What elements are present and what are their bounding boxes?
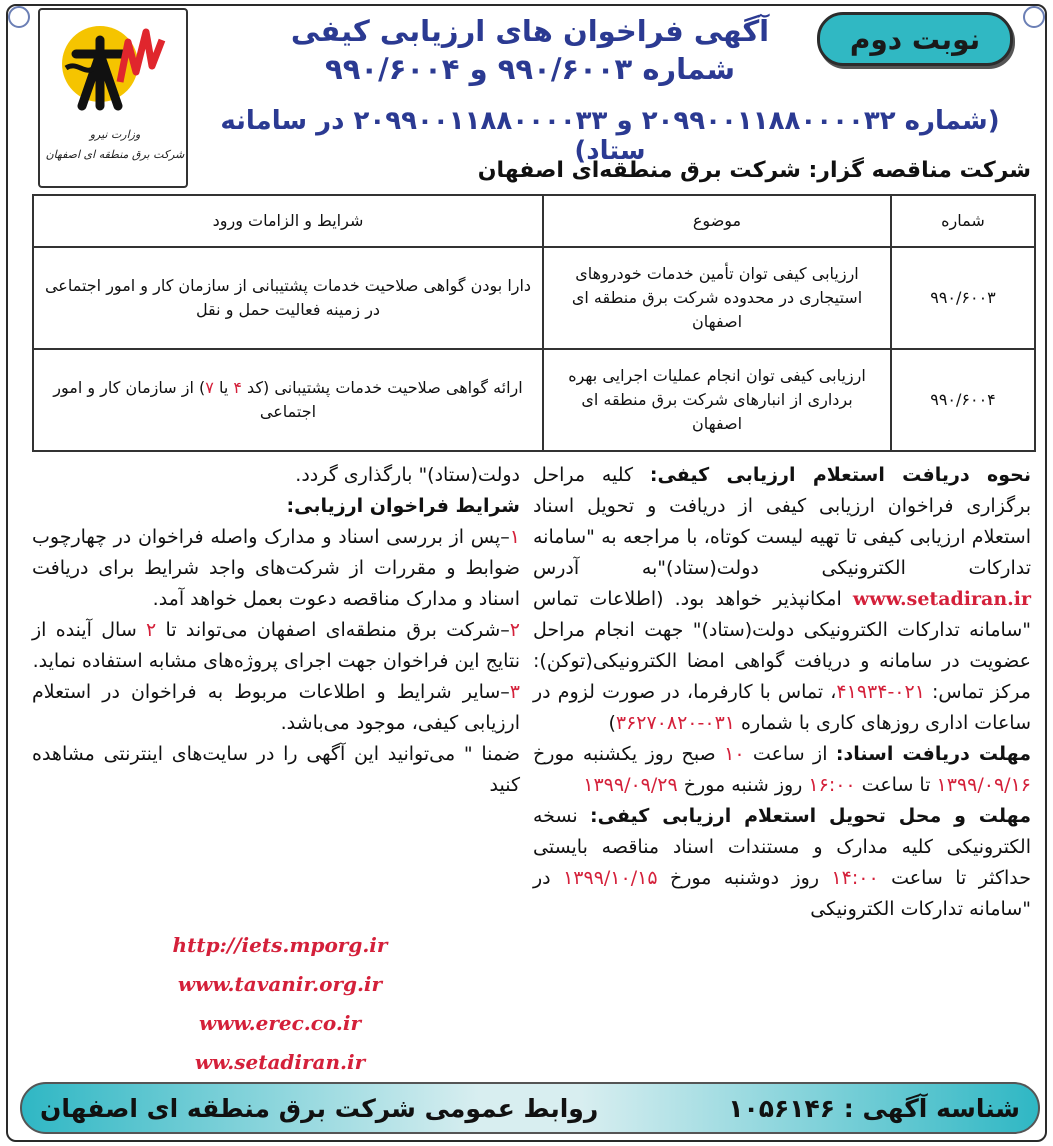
text: کلیه مراحل برگزاری فراخوان ارزیابی کیفی از دریافت و تحویل اسناد استعلام ارزیابی کیفی تا تهیه لیست کوتاه، با مراجعه به "سامانه تدارکات الکترونیکی دولت(ستاد)"به آدرس — [533, 464, 1031, 579]
text: روز شنبه مورخ — [677, 774, 809, 796]
text: در "سامانه تدارکات الکترونیکی — [533, 867, 1031, 920]
header-subject: موضوع — [543, 195, 891, 247]
item-number: ۱ — [509, 526, 520, 548]
text: روز دوشنبه مورخ — [657, 867, 832, 889]
receive-paragraph — [533, 460, 1031, 739]
time-end: ۱۶:۰۰ — [808, 774, 856, 796]
condition-item-1 — [32, 522, 520, 615]
website-link[interactable]: http://iets.mporg.ir — [172, 933, 388, 957]
corner-ornament-icon — [8, 6, 30, 28]
deadline-paragraph — [533, 739, 1031, 801]
row-subject: ارزیابی کیفی توان تأمین خدمات خودروهای استیجاری در محدوده شرکت برق منطقه ای اصفهان — [543, 247, 891, 349]
employer-phone: ۰۳۱-۳۶۲۷۰۸۲۰ — [615, 712, 735, 734]
setad-link[interactable]: www.setadiran.ir — [852, 588, 1031, 610]
text: امکانپذیر خواهد بود. (اطلاعات تماس "سامانه تدارکات الکترونیکی دولت(ستاد)" جهت انجام مراحل عضویت در سامانه و دریافت گواهی امضا الکترونیکی(توکن): مرکز تماس: — [533, 588, 1031, 703]
cond-text: ارائه گواهی صلاحیت خدمات پشتیبانی (کد — [241, 378, 523, 397]
text: –شرکت برق منطقه‌ای اصفهان می‌تواند تا — [156, 619, 510, 641]
row-conditions: دارا بودن گواهی صلاحیت خدمات پشتیبانی از سازمان کار و امور اجتماعی در زمینه فعالیت حمل و نقل — [33, 247, 543, 349]
date-start: ۱۳۹۹/۰۹/۱۶ — [936, 774, 1031, 796]
text: صبح روز یکشنبه مورخ — [533, 743, 725, 765]
left-column — [32, 460, 520, 801]
condition-item-2 — [32, 615, 520, 677]
header-conditions: شرایط و الزامات ورود — [33, 195, 543, 247]
ad-id: شناسه آگهی : ۱۰۵۶۱۴۶ — [728, 1093, 1020, 1123]
text: ، تماس با کارفرما، در صورت لزوم در ساعات اداری روزهای کاری با شماره — [533, 681, 1031, 734]
code-four: ۴ — [233, 378, 242, 397]
second-run-badge: نوبت دوم — [817, 12, 1013, 66]
code-seven: ۷ — [205, 378, 214, 397]
cond-text: ) از سازمان کار و امور اجتماعی — [53, 378, 317, 421]
time-start: ۱۰ — [724, 743, 745, 765]
text: –پس از بررسی اسناد و مدارک واصله فراخوان در چهارچوب ضوابط و مقررات از شرکت‌های واجد شرایط برای دریافت اسناد و مدارک مناقصه دعوت بعمل خواهد آمد. — [32, 526, 520, 610]
date-end: ۱۳۹۹/۰۹/۲۹ — [583, 774, 678, 796]
date-delivery: ۱۳۹۹/۱۰/۱۵ — [563, 867, 658, 889]
table-row — [33, 349, 1035, 451]
website-link[interactable]: www.erec.co.ir — [199, 1011, 361, 1035]
page-title: آگهی فراخوان های ارزیابی کیفی — [290, 14, 770, 48]
page-title-numbers: شماره ۹۹۰/۶۰۰۳ و ۹۹۰/۶۰۰۴ — [325, 52, 735, 86]
continuation-text: دولت(ستاد)" بارگذاری گردد. — [295, 464, 520, 486]
text: –سایر شرایط و اطلاعات مربوط به فراخوان در استعلام ارزیابی کیفی، موجود می‌باشد. — [32, 681, 520, 734]
website-link[interactable]: www.tavanir.org.ir — [177, 972, 383, 996]
condition-item-3 — [32, 677, 520, 739]
website-link[interactable]: ww.setadiran.ir — [194, 1050, 366, 1074]
row-subject: ارزیابی کیفی توان انجام عملیات اجرایی بهره برداری از انبارهای شرکت برق منطقه ای اصفهان — [543, 349, 891, 451]
item-number: ۲ — [509, 619, 520, 641]
row-number: ۹۹۰/۶۰۰۳ — [891, 247, 1035, 349]
power-company-logo-icon — [58, 20, 170, 120]
table-header-row — [33, 195, 1035, 247]
row-number: ۹۹۰/۶۰۰۴ — [891, 349, 1035, 451]
row-conditions — [33, 349, 543, 451]
years-count: ۲ — [146, 619, 157, 641]
heading-deadline: مهلت دریافت اسناد: — [835, 743, 1031, 765]
header-number: شماره — [891, 195, 1035, 247]
websites-note: ضمنا " می‌توانید این آگهی را در سایت‌های اینترنتی مشاهده کنید — [32, 743, 520, 796]
text: نسخه الکترونیکی کلیه مدارک و مستندات اسناد مناقصه بایستی حداکثر تا ساعت — [533, 805, 1031, 889]
call-center-phone: ۰۲۱-۴۱۹۳۴ — [836, 681, 925, 703]
time-delivery: ۱۴:۰۰ — [831, 867, 879, 889]
tender-table — [32, 194, 1036, 452]
logo-caption-ministry: وزارت نیرو — [89, 128, 141, 141]
heading-receive: نحوه دریافت استعلام ارزیابی کیفی: — [649, 464, 1031, 486]
heading-delivery: مهلت و محل تحویل استعلام ارزیابی کیفی: — [590, 805, 1031, 827]
cond-text: یا — [213, 378, 234, 397]
table-row — [33, 247, 1035, 349]
text: از ساعت — [744, 743, 836, 765]
logo-caption-company: شرکت برق منطقه ای اصفهان — [45, 148, 185, 161]
text: تا ساعت — [855, 774, 937, 796]
website-list — [140, 926, 420, 1082]
heading-conditions: شرایط فراخوان ارزیابی: — [286, 495, 520, 517]
item-number: ۳ — [509, 681, 520, 703]
footer-bar — [20, 1082, 1040, 1134]
right-column — [533, 460, 1031, 925]
text: سال آینده از نتایج این فراخوان جهت اجرای پروژه‌های مشابه استفاده نماید. — [32, 619, 520, 672]
delivery-paragraph — [533, 801, 1031, 925]
logo-box — [38, 8, 188, 188]
corner-ornament-icon — [1023, 6, 1045, 28]
system-numbers: (شماره ۲۰۹۹۰۰۱۱۸۸۰۰۰۰۳۲ و ۲۰۹۹۰۰۱۱۸۸۰۰۰۰۳۳ در سامانه ستاد) — [220, 106, 1000, 166]
text: ) — [608, 712, 616, 734]
public-relations: روابط عمومی شرکت برق منطقه ای اصفهان — [40, 1093, 599, 1123]
organizer-line: شرکت مناقصه گزار: شرکت برق منطقه‌ای اصفهان — [477, 158, 1031, 183]
